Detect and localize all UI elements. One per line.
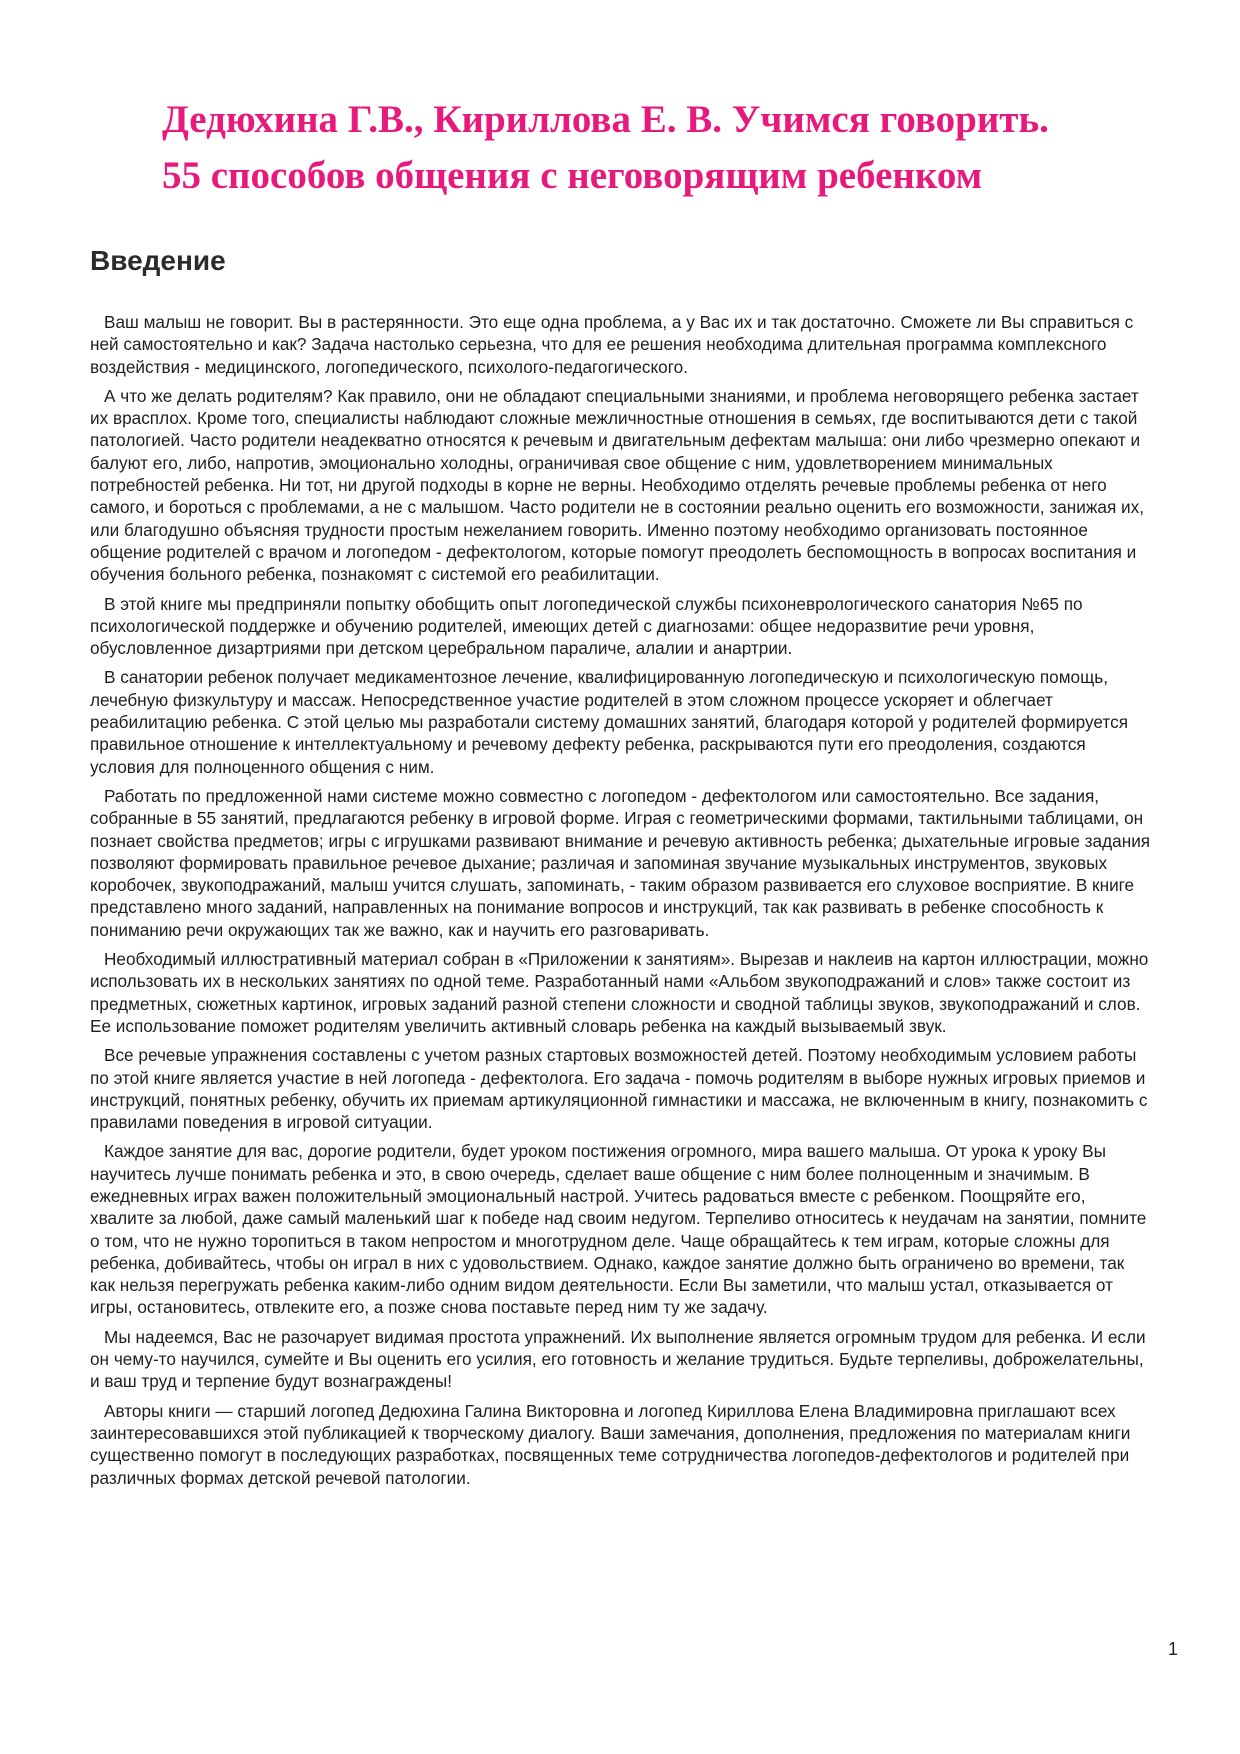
paragraph-3: В этой книге мы предприняли попытку обобщить опыт логопедической службы психоневрологического санатория №65 по психологической поддержке и обучению родителей, имеющих детей с диагнозами: общее недоразвитие речи уровня, обусловленное дизартриями при детском церебральном параличе, алалии и анартрии. (90, 593, 1083, 659)
paragraph-8: Каждое занятие для вас, дорогие родители, будет уроком постижения огромного, мира вашего малыша. От урока к уроку Вы научитесь лучше понимать ребенка и это, в свою очередь, сделает ваше общение с ним более полноценным и значимым. В ежедневных играх важен положительный эмоциональный настрой. Учитесь радоваться вместе с ребенком. Поощряйте его, хвалите за любой, даже самый маленький шаг к победе над своим недугом. Терпеливо относитесь к неудачам на занятии, помните о том, что не нужно торопиться в таком непростом и многотрудном деле. Чаще обращайтесь к тем играм, которые сложны для ребенка, добивайтесь, чтобы он играл в них с удовольствием. Однако, каждое занятие должно быть ограничено во времени, так как нельзя перегружать ребенка каким-либо одним видом деятельности. Если Вы заметили, что малыш устал, отказывается от игры, остановитесь, отвлеките его, а позже снова поставьте перед ним ту же задачу. (90, 1141, 1147, 1318)
page-number: 1 (1168, 1639, 1179, 1659)
paragraph-4: В санатории ребенок получает медикаментозное лечение, квалифицированную логопедическую и психологическую помощь, лечебную физкультуру и массаж. Непосредственное участие родителей в этом сложном процессе ускоряет и облегчает реабилитацию ребенка. С этой целью мы разработали систему домашних занятий, благодаря которой у родителей формируется правильное отношение к интеллектуальному и речевому дефекту ребенка, раскрываются пути его преодоления, создаются условия для полноценного общения с ним. (90, 667, 1129, 777)
paragraph-6: Необходимый иллюстративный материал собран в «Приложении к занятиям». Вырезав и наклеив на картон иллюстрации, можно использовать их в нескольких занятиях по одной теме. Разработанный нами «Альбом звукоподражаний и слов» также состоит из предметных, сюжетных картинок, игровых заданий разной степени сложности и сводной таблицы звуков, звукоподражаний и слов. Ее использование поможет родителям увеличить активный словарь ребенка на каждый вызываемый звук. (90, 949, 1149, 1036)
paragraph-9: Мы надеемся, Вас не разочарует видимая простота упражнений. Их выполнение является огромным трудом для ребенка. И если он чему-то научился, сумейте и Вы оценить его усилия, его готовность и желание трудиться. Будьте терпеливы, доброжелательны, и ваш труд и терпение будут вознаграждены! (90, 1326, 1146, 1392)
paragraph-7: Все речевые упражнения составлены с учетом разных стартовых возможностей детей. Поэтому необходимым условием работы по этой книге является участие в ней логопеда - дефектолога. Его задача - помочь родителям в выборе нужных игровых приемов и инструкций, понятных ребенку, обучить их приемам артикуляционной гимнастики и массажа, не включенным в книгу, познакомить с правилами поведения в игровой ситуации. (90, 1045, 1148, 1133)
paragraph-1: Ваш малыш не говорит. Вы в растерянности. Это еще одна проблема, а у Вас их и так достаточно. Сможете ли Вы справиться с ней самостоятельно и как? Задача настолько серьезна, что для ее решения необходима длительная программа комплексного воздействия - медицинского, логопедического, психолого-педагогического. (90, 312, 1134, 377)
body-text (90, 311, 1152, 1496)
paragraph-2: А что же делать родителям? Как правило, они не обладают специальными знаниями, и проблема неговорящего ребенка застает их врасплох. Кроме того, специалисты наблюдают сложные межличностные отношения в семьях, где воспитываются дети с такой патологией. Часто родители неадекватно относятся к речевым и двигательным дефектам малыша: они либо чрезмерно опекают и балуют его, либо, напротив, эмоционально холодны, ограничивая свое общение с ним, удовлетворением минимальных потребностей ребенка. Ни тот, ни другой подходы в корне не верны. Необходимо отделять речевые проблемы ребенка от него самого, и бороться с проблемами, а не с малышом. Часто родители не в состоянии реально оценить его возможности, занижая их, или благодушно объясняя трудности простым нежеланием говорить. Именно поэтому необходимо организовать постоянное общение родителей с врачом и логопедом - дефектологом, которые помогут преодолеть беспомощность в вопросах воспитания и обучения больного ребенка, познакомят с системой его реабилитации. (90, 385, 1144, 585)
paragraph-5: Работать по предложенной нами системе можно совместно с логопедом - дефектологом или самостоятельно. Все задания, собранные в 55 занятий, предлагаются ребенку в игровой форме. Играя с геометрическими формами, тактильными таблицами, он познает свойства предметов; игры с игрушками развивают внимание и речевую активность ребенка; дыхательные игровые задания позволяют формировать правильное речевое дыхание; различая и запоминая звучание музыкальных инструментов, звуковых коробочек, звукоподражаний, малыш учится слушать, запоминать, - таким образом развивается его слуховое восприятие. В книге представлено много заданий, направленных на понимание вопросов и инструкций, так как развивать в ребенке способность к пониманию речи окружающих так же важно, как и научить его разговаривать. (90, 785, 1151, 940)
title-line-2: 55 способов общения с неговорящим ребенком (162, 154, 983, 197)
paragraph-10: Авторы книги — старший логопед Дедюхина Галина Викторовна и логопед Кириллова Елена Владимировна приглашают всех заинтересовавшихся этой публикацией к творческому диалогу. Ваши замечания, дополнения, предложения по материалам книги существенно помогут в последующих разработках, посвященных теме сотрудничества логопедов-дефектологов и родителей при различных формах детской речевой патологии. (90, 1400, 1131, 1488)
page-title (162, 92, 1162, 204)
section-heading: Введение (90, 245, 226, 276)
title-line-1: Дедюхина Г.В., Кириллова Е. В. Учимся говорить. (162, 98, 1049, 141)
